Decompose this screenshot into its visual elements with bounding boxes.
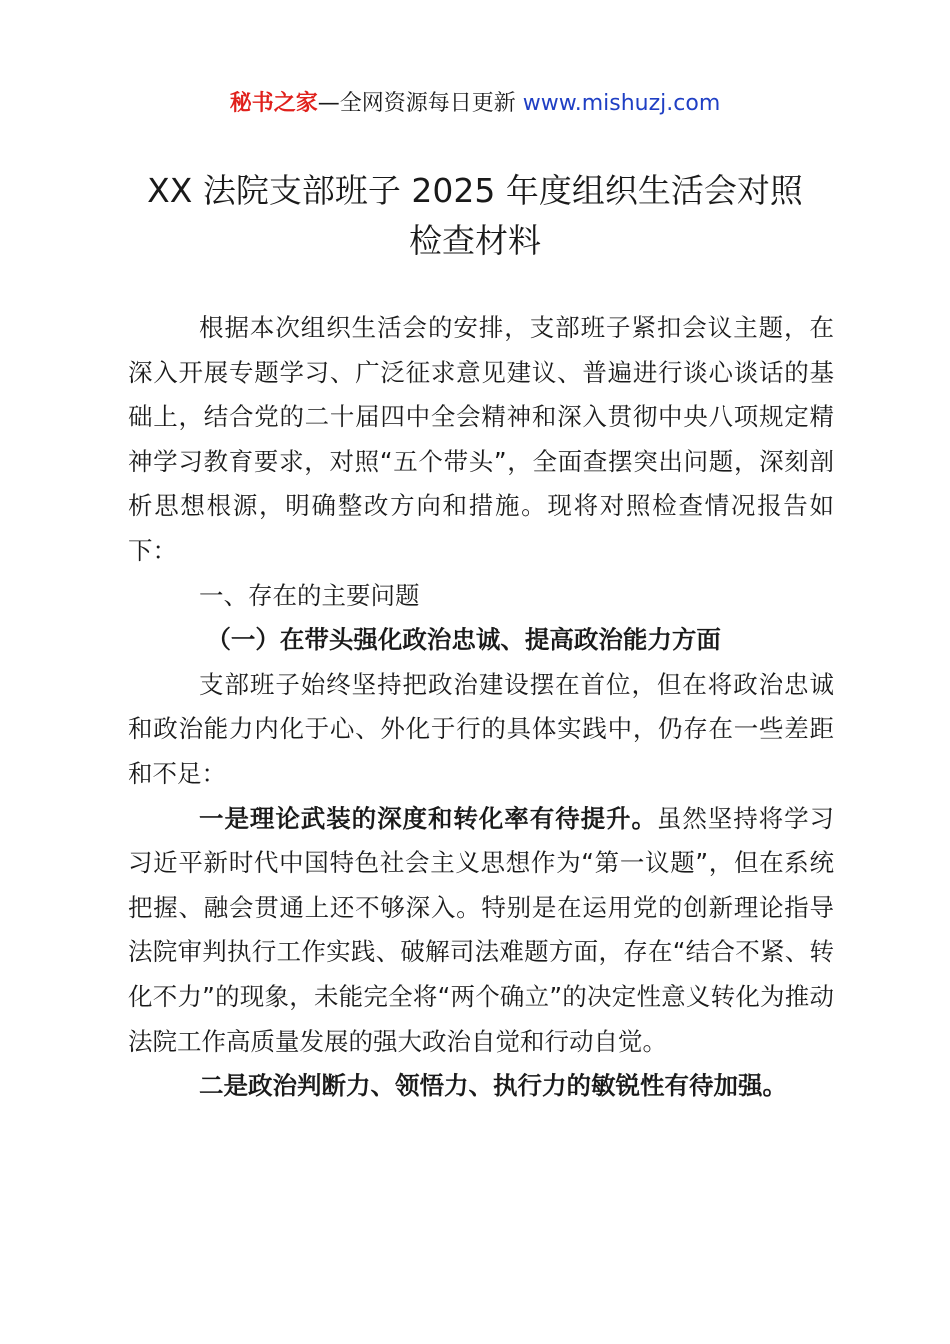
site-url[interactable]: www.mishuzj.com xyxy=(522,91,721,116)
title-line-2: 检查材料 xyxy=(409,221,541,260)
intro-paragraph: 根据本次组织生活会的安排，支部班子紧扣会议主题，在深入开展专题学习、广泛征求意见建议、普遍进行谈心谈话的基础上，结合党的二十届四中全会精神和深入贯彻中央八项规定精神学习教育要求，对照“五个带头”，全面查摆突出问题，深刻剖析思想根源，明确整改方向和措施。现将对照检查情况报告如下： xyxy=(128,313,834,565)
subsection-1-paragraph: 支部班子始终坚持把政治建设摆在首位，但在将政治忠诚和政治能力内化于心、外化于行的具体实践中，仍存在一些差距和不足： xyxy=(128,669,834,788)
point-1-text: 虽然坚持将学习习近平新时代中国特色社会主义思想作为“第一议题”，但在系统把握、融会贯通上还不够深入。特别是在运用党的创新理论指导法院审判执行工作实践、破解司法难题方面，存在“结合不紧、转化不力”的现象，未能完全将“两个确立”的决定性意义转化为推动法院工作高质量发展的强大政治自觉和行动自觉。 xyxy=(128,803,835,1056)
point-1-heading: 一是理论武装的深度和转化率有待提升。 xyxy=(199,803,657,833)
point-1-paragraph xyxy=(128,797,834,1065)
subsection-heading-1: （一）在带头强化政治忠诚、提高政治能力方面 xyxy=(206,625,721,655)
document-body xyxy=(128,306,834,1109)
site-header xyxy=(0,88,950,120)
document-title xyxy=(100,166,850,266)
point-2-paragraph xyxy=(128,1064,834,1109)
section-heading-1: 一、存在的主要问题 xyxy=(199,580,420,610)
title-line-1: XX 法院支部班子 2025 年度组织生活会对照 xyxy=(147,171,803,210)
point-2-heading: 二是政治判断力、领悟力、执行力的敏锐性有待加强。 xyxy=(199,1071,788,1101)
brand-name: 秘书之家 xyxy=(229,91,318,116)
header-tagline: —全网资源每日更新 xyxy=(317,91,523,116)
